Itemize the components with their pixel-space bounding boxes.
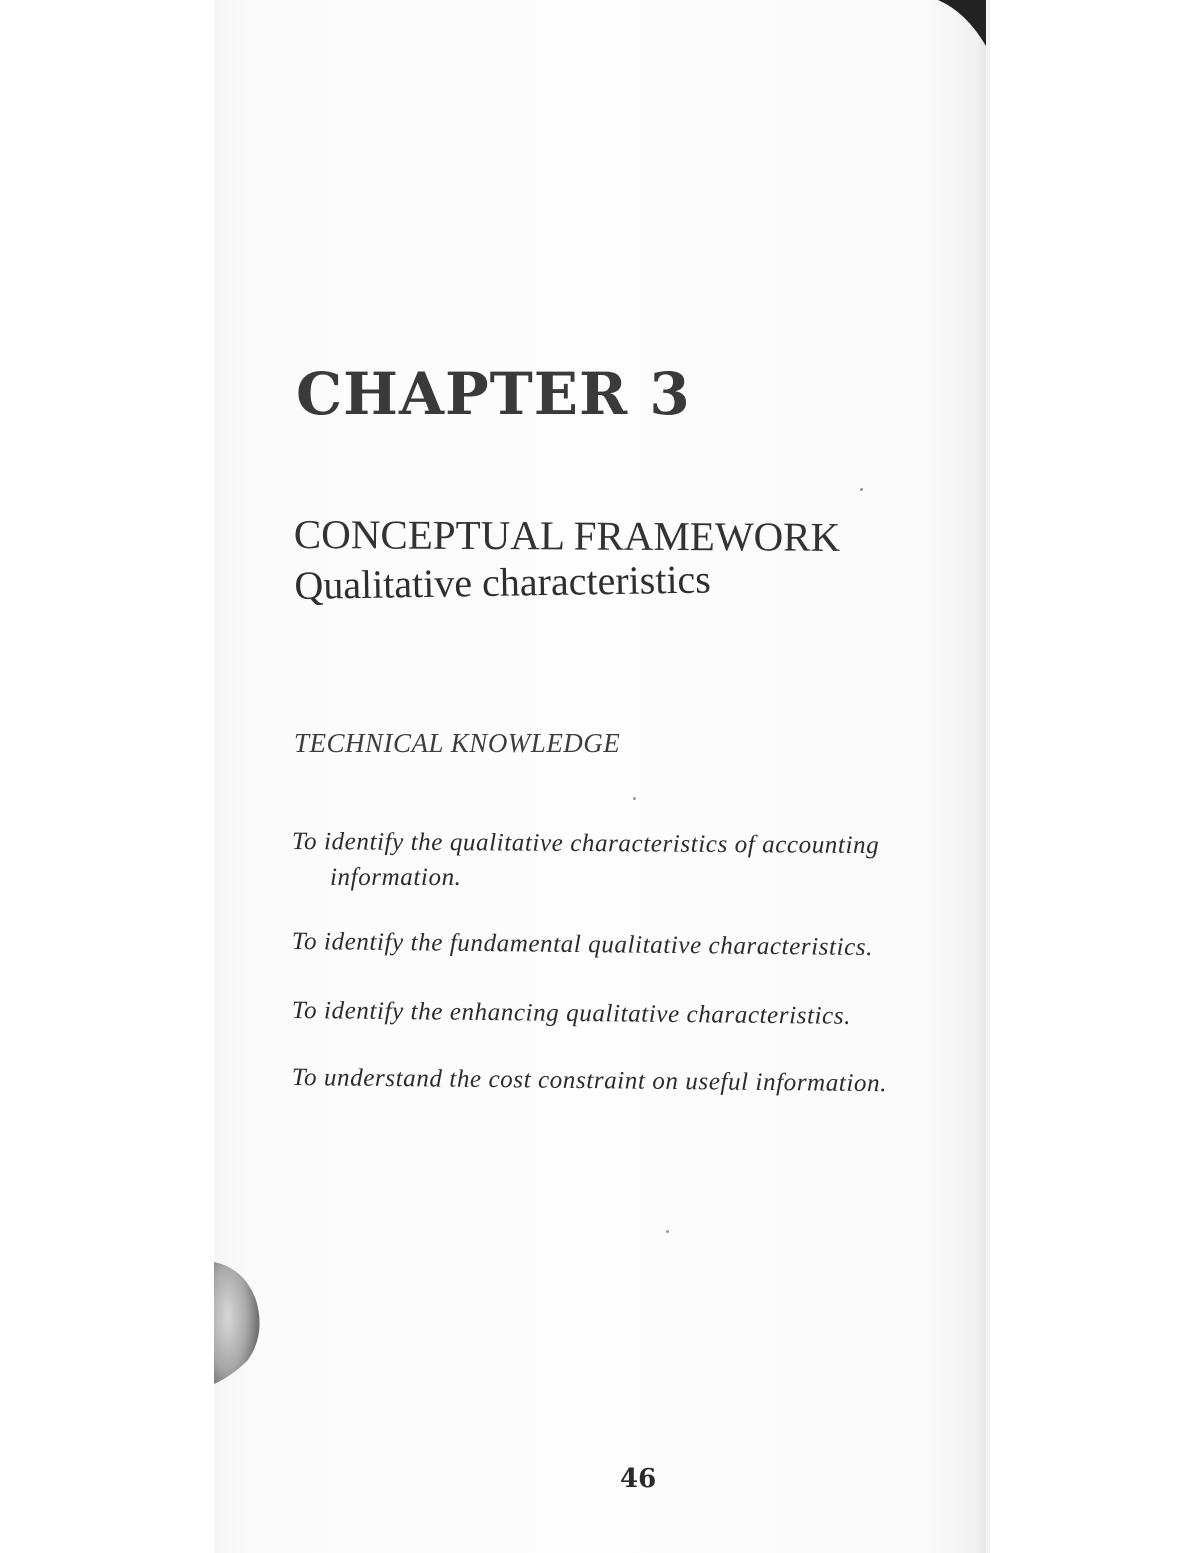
objective-item: To identify the qualitative characteristics of accounting [291, 828, 880, 860]
scan-speck [860, 488, 863, 491]
objective-item: To understand the cost constraint on useful information. [291, 1064, 888, 1098]
objective-item: To identify the enhancing qualitative characteristics. [291, 997, 852, 1030]
chapter-heading: CHAPTER 3 [296, 360, 691, 428]
section-label: TECHNICAL KNOWLEDGE [294, 728, 621, 758]
objective-item: To identify the fundamental qualitative characteristics. [291, 928, 874, 962]
chapter-subtitle: Qualitative characteristics [294, 556, 712, 608]
page-number: 46 [620, 1464, 657, 1494]
objective-item-continuation: information. [330, 864, 462, 891]
scan-speck [633, 797, 636, 800]
scan-speck [666, 1230, 669, 1233]
part-title: CONCEPTUAL FRAMEWORK [293, 511, 841, 560]
